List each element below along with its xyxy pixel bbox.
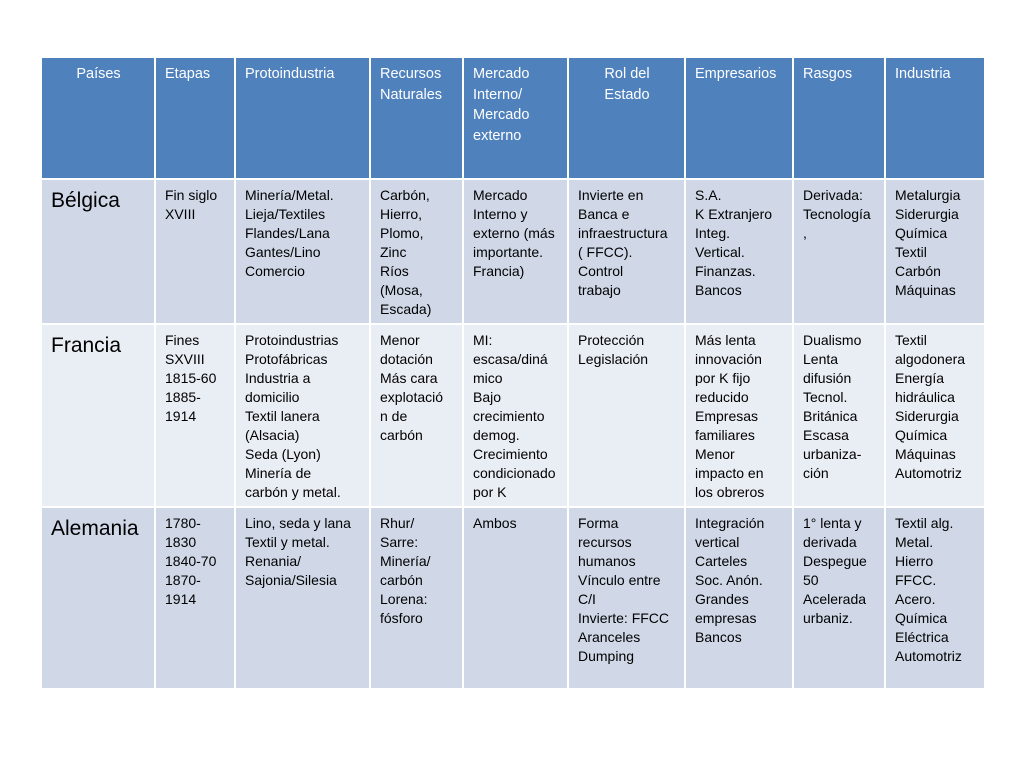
cell-pais: Alemania <box>41 507 155 689</box>
cell-industria: Textil alg. Metal. Hierro FFCC. Acero. Química Eléctrica Automotriz <box>885 507 985 689</box>
cell-industria: Textil algodonera Energía hidráulica Siderurgia Química Máquinas Automotriz <box>885 324 985 507</box>
header-mercado: Mercado Interno/ Mercado externo <box>463 57 568 179</box>
cell-mercado: Mercado Interno y externo (más importante. Francia) <box>463 179 568 324</box>
header-recursos-naturales: Recursos Naturales <box>370 57 463 179</box>
header-rol-estado: Rol del Estado <box>568 57 685 179</box>
cell-pais: Bélgica <box>41 179 155 324</box>
cell-pais: Francia <box>41 324 155 507</box>
cell-rol-estado: Forma recursos humanos Vínculo entre C/I Invierte: FFCC Aranceles Dumping <box>568 507 685 689</box>
cell-rasgos: 1° lenta y derivada Despegue 50 Acelerada urbaniz. <box>793 507 885 689</box>
header-row <box>41 57 985 179</box>
cell-industria: Metalurgia Siderurgia Química Textil Carbón Máquinas <box>885 179 985 324</box>
table-row-belgica <box>41 179 985 324</box>
table-row-francia <box>41 324 985 507</box>
table-body <box>41 179 985 689</box>
cell-recursos: Carbón, Hierro, Plomo, Zinc Ríos (Mosa, Escada) <box>370 179 463 324</box>
cell-recursos: Menor dotación Más cara explotació n de carbón <box>370 324 463 507</box>
table-row-alemania <box>41 507 985 689</box>
cell-etapas: Fin siglo XVIII <box>155 179 235 324</box>
cell-empresarios: Integración vertical Carteles Soc. Anón. Grandes empresas Bancos <box>685 507 793 689</box>
header-empresarios: Empresarios <box>685 57 793 179</box>
header-industria: Industria <box>885 57 985 179</box>
header-rasgos: Rasgos <box>793 57 885 179</box>
cell-mercado: MI: escasa/diná mico Bajo crecimiento demog. Crecimiento condicionado por K <box>463 324 568 507</box>
cell-recursos: Rhur/ Sarre: Minería/ carbón Lorena: fósforo <box>370 507 463 689</box>
cell-rasgos: Dualismo Lenta difusión Tecnol. Británica Escasa urbaniza- ción <box>793 324 885 507</box>
comparison-table <box>40 56 986 690</box>
cell-etapas: Fines SXVIII 1815-60 1885- 1914 <box>155 324 235 507</box>
cell-empresarios: Más lenta innovación por K fijo reducido Empresas familiares Menor impacto en los obreros <box>685 324 793 507</box>
cell-rol-estado: Invierte en Banca e infraestructura ( FFCC). Control trabajo <box>568 179 685 324</box>
cell-rasgos: Derivada: Tecnología , <box>793 179 885 324</box>
cell-protoindustria: Protoindustrias Protofábricas Industria a domicilio Textil lanera (Alsacia) Seda (Lyon) Minería de carbón y metal. <box>235 324 370 507</box>
header-etapas: Etapas <box>155 57 235 179</box>
cell-empresarios: S.A. K Extranjero Integ. Vertical. Finanzas. Bancos <box>685 179 793 324</box>
header-protoindustria: Protoindustria <box>235 57 370 179</box>
cell-rol-estado: Protección Legislación <box>568 324 685 507</box>
cell-mercado: Ambos <box>463 507 568 689</box>
header-paises: Países <box>41 57 155 179</box>
cell-etapas: 1780- 1830 1840-70 1870- 1914 <box>155 507 235 689</box>
table-header <box>41 57 985 179</box>
cell-protoindustria: Lino, seda y lana Textil y metal. Renania/ Sajonia/Silesia <box>235 507 370 689</box>
cell-protoindustria: Minería/Metal. Lieja/Textiles Flandes/Lana Gantes/Lino Comercio <box>235 179 370 324</box>
